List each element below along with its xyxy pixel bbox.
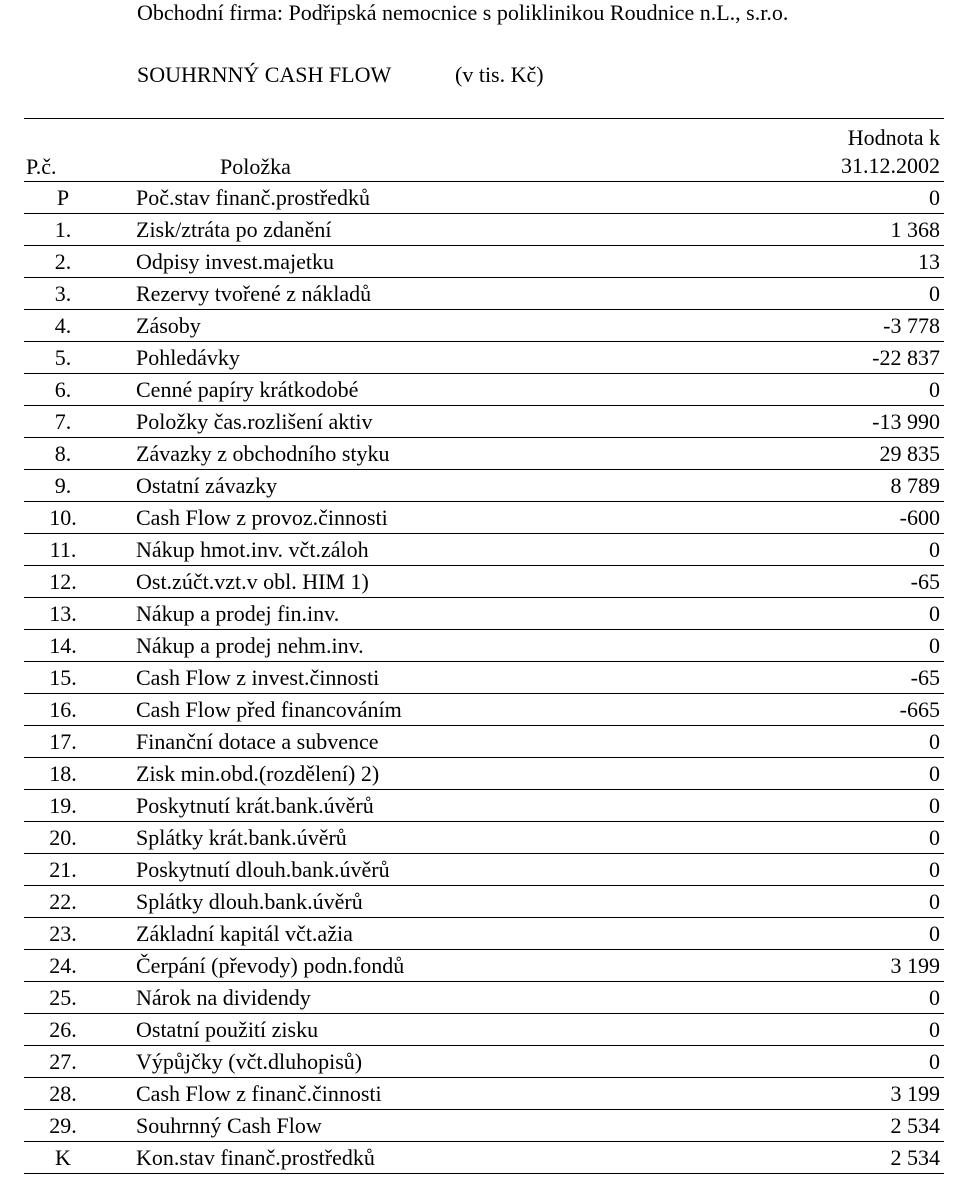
column-header-value [622,118,944,182]
table-row [24,310,944,342]
column-header-item: Položka [102,118,622,182]
row-value: -65 [622,662,944,694]
row-number: 16. [24,694,102,726]
row-number: 11. [24,534,102,566]
row-value: 0 [622,982,944,1014]
row-item: Cash Flow z provoz.činnosti [102,502,622,534]
row-number: 23. [24,918,102,950]
row-item: Cash Flow z invest.činnosti [102,662,622,694]
row-item: Kon.stav finanč.prostředků [102,1142,622,1174]
row-value: 0 [622,374,944,406]
table-row [24,886,944,918]
row-item: Odpisy invest.majetku [102,246,622,278]
table-row [24,374,944,406]
report-title-text: SOUHRNNÝ CASH FLOW [137,62,392,87]
row-item: Pohledávky [102,342,622,374]
table-row [24,694,944,726]
company-name: Obchodní firma: Podřipská nemocnice s poliklinikou Roudnice n.L., s.r.o. [137,0,789,25]
table-row [24,1110,944,1142]
table-row [24,854,944,886]
row-number: 8. [24,438,102,470]
table-row [24,918,944,950]
row-value: -22 837 [622,342,944,374]
row-item: Nákup hmot.inv. včt.záloh [102,534,622,566]
table-row [24,246,944,278]
row-item: Nárok na dividendy [102,982,622,1014]
table-row [24,502,944,534]
row-number: 27. [24,1046,102,1078]
table-row [24,214,944,246]
table-row [24,726,944,758]
table-row [24,822,944,854]
table-row [24,1078,944,1110]
row-value: 0 [622,1014,944,1046]
cash-flow-table [24,118,944,1174]
table-row [24,982,944,1014]
column-header-value-line2: 31.12.2002 [841,153,940,178]
row-number: 9. [24,470,102,502]
row-value: 0 [622,598,944,630]
row-value: 0 [622,918,944,950]
row-item: Ostatní závazky [102,470,622,502]
row-item: Základní kapitál včt.ažia [102,918,622,950]
row-number: 1. [24,214,102,246]
row-number: 29. [24,1110,102,1142]
row-item: Cash Flow z finanč.činnosti [102,1078,622,1110]
row-number: 25. [24,982,102,1014]
row-value: -65 [622,566,944,598]
report-title [137,62,544,88]
row-number: 12. [24,566,102,598]
row-value: 2 534 [622,1110,944,1142]
row-value: 0 [622,790,944,822]
row-value: 13 [622,246,944,278]
row-item: Zisk/ztráta po zdanění [102,214,622,246]
row-number: 22. [24,886,102,918]
table-header-row [24,118,944,182]
table-row [24,534,944,566]
row-number: 21. [24,854,102,886]
table-row [24,662,944,694]
row-number: 24. [24,950,102,982]
row-item: Závazky z obchodního styku [102,438,622,470]
report-unit: (v tis. Kč) [455,62,544,87]
row-value: -13 990 [622,406,944,438]
row-item: Splátky dlouh.bank.úvěrů [102,886,622,918]
row-number: 10. [24,502,102,534]
row-value: 8 789 [622,470,944,502]
row-item: Cenné papíry krátkodobé [102,374,622,406]
row-value: 0 [622,726,944,758]
table-row [24,406,944,438]
row-item: Nákup a prodej nehm.inv. [102,630,622,662]
row-item: Rezervy tvořené z nákladů [102,278,622,310]
row-number: 26. [24,1014,102,1046]
row-number: 7. [24,406,102,438]
row-number: P [24,182,102,214]
row-number: K [24,1142,102,1174]
row-item: Poskytnutí dlouh.bank.úvěrů [102,854,622,886]
column-header-value-line1: Hodnota k [847,125,940,150]
table-row [24,950,944,982]
table-row [24,1142,944,1174]
table-row [24,566,944,598]
row-value: 0 [622,182,944,214]
row-number: 6. [24,374,102,406]
row-number: 19. [24,790,102,822]
row-value: 0 [622,886,944,918]
row-number: 2. [24,246,102,278]
row-value: 3 199 [622,950,944,982]
column-header-number: P.č. [24,118,102,182]
row-number: 15. [24,662,102,694]
row-item: Splátky krát.bank.úvěrů [102,822,622,854]
table-row [24,598,944,630]
row-item: Poč.stav finanč.prostředků [102,182,622,214]
row-value: 0 [622,1046,944,1078]
row-number: 13. [24,598,102,630]
table-row [24,630,944,662]
table-row [24,758,944,790]
row-value: -665 [622,694,944,726]
table-body [24,182,944,1174]
row-value: -3 778 [622,310,944,342]
row-number: 14. [24,630,102,662]
row-item: Výpůjčky (včt.dluhopisů) [102,1046,622,1078]
row-number: 5. [24,342,102,374]
row-item: Cash Flow před financováním [102,694,622,726]
row-value: 29 835 [622,438,944,470]
row-value: 1 368 [622,214,944,246]
row-item: Ost.zúčt.vzt.v obl. HIM 1) [102,566,622,598]
row-number: 4. [24,310,102,342]
row-value: 0 [622,630,944,662]
row-item: Poskytnutí krát.bank.úvěrů [102,790,622,822]
row-value: 2 534 [622,1142,944,1174]
row-item: Zisk min.obd.(rozdělení) 2) [102,758,622,790]
table-row [24,1046,944,1078]
row-number: 28. [24,1078,102,1110]
row-item: Nákup a prodej fin.inv. [102,598,622,630]
table-row [24,790,944,822]
row-item: Ostatní použití zisku [102,1014,622,1046]
row-value: -600 [622,502,944,534]
row-item: Položky čas.rozlišení aktiv [102,406,622,438]
row-item: Zásoby [102,310,622,342]
table-row [24,278,944,310]
table-row [24,1014,944,1046]
row-number: 17. [24,726,102,758]
table-row [24,342,944,374]
row-item: Souhrnný Cash Flow [102,1110,622,1142]
row-value: 0 [622,758,944,790]
table-row [24,438,944,470]
row-value: 0 [622,278,944,310]
row-value: 0 [622,854,944,886]
row-number: 18. [24,758,102,790]
row-item: Finanční dotace a subvence [102,726,622,758]
row-number: 20. [24,822,102,854]
table-row [24,182,944,214]
row-value: 0 [622,534,944,566]
table-row [24,470,944,502]
row-item: Čerpání (převody) podn.fondů [102,950,622,982]
row-value: 3 199 [622,1078,944,1110]
row-value: 0 [622,822,944,854]
row-number: 3. [24,278,102,310]
